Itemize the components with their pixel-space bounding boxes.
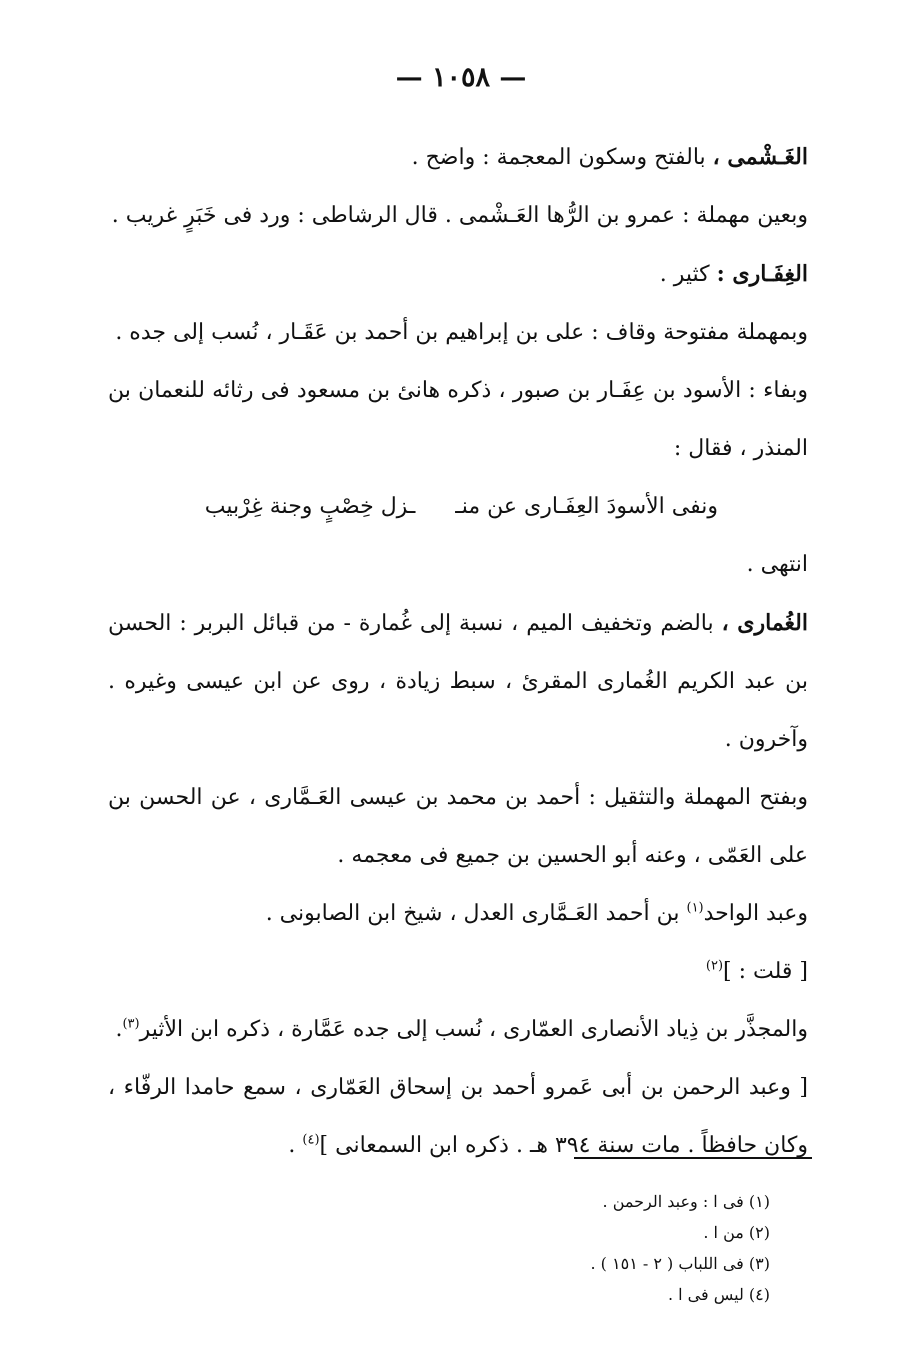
footnote-item: (٢) من ا . bbox=[703, 1223, 770, 1242]
entry-text: والمجذَّر بن ذِياد الأنصارى العمّارى ، نُسب إلى جده عَمَّارة ، ذكره ابن الأثير bbox=[139, 1017, 808, 1042]
poem-verse bbox=[108, 478, 808, 536]
footnote-item: (١) فى ا : وعبد الرحمن . bbox=[602, 1192, 770, 1211]
entry-text: وبفتح المهملة والتثقيل : أحمد بن محمد بن عيسى العَـمَّارى ، عن الحسن بن على العَمّى ، وعنه أبو الحسين بن جميع فى معجمه . bbox=[108, 785, 808, 868]
entry-paragraph bbox=[108, 128, 808, 187]
entry-paragraph bbox=[108, 362, 808, 478]
entry-text: بالضم وتخفيف الميم ، نسبة إلى غُمارة - من قبائل البربر : الحسن بن عبد الكريم الغُمارى المقرئ ، سبط زيادة ، روى عن ابن عيسى وغيره . وآخرون . bbox=[108, 611, 808, 752]
entry-paragraph bbox=[108, 245, 808, 304]
entry-text: وبفاء : الأسود بن عِفَـار بن صبور ، ذكره هانئ بن مسعود فى رثائه للنعمان بن المنذر ، فقال : bbox=[108, 378, 808, 461]
entry-heading: الغُمارى ، bbox=[721, 610, 808, 636]
bracket-line bbox=[108, 943, 808, 1001]
entry-text: كثير . bbox=[659, 262, 717, 287]
entry-text: وعبد الواحد bbox=[703, 901, 808, 926]
footnote-marker: (٣) bbox=[122, 1016, 140, 1032]
entry-text: [ وعبد الرحمن بن أبى عَمرو أحمد بن إسحاق العَمّارى ، سمع حامدا الرفّاء ، وكان حافظاً . مات سنة ٣٩٤ هـ . ذكره ابن السمعانى ] bbox=[108, 1075, 808, 1158]
entry-paragraph bbox=[108, 769, 808, 885]
entry-text: بالفتح وسكون المعجمة : واضح . bbox=[411, 145, 713, 170]
entry-text: وبمهملة مفتوحة وقاف : على بن إبراهيم بن أحمد بن عَقَـار ، نُسب إلى جده . bbox=[115, 320, 808, 345]
main-text bbox=[108, 128, 808, 1175]
entry-heading: الغِفَـارى : bbox=[716, 261, 808, 287]
footnote-divider bbox=[574, 1157, 812, 1159]
entry-paragraph bbox=[108, 885, 808, 943]
footnote-marker: (١) bbox=[686, 900, 704, 916]
bracket-text: [ قلت : ] bbox=[723, 959, 808, 984]
entry-paragraph bbox=[108, 304, 808, 362]
footnote-item: (٤) ليس فى ا . bbox=[667, 1285, 770, 1304]
footnote-marker: (٢) bbox=[705, 958, 724, 974]
entry-heading: الغَـشْمى ، bbox=[712, 144, 808, 170]
entry-text: وبعين مهملة : عمرو بن الرُّها العَـشْمى . قال الرشاطى : ورد فى خَبَرٍ غريب . bbox=[111, 203, 808, 228]
poem-second-hemistich: ـزل خِصْبٍ وجنة غِرْبيب bbox=[204, 494, 416, 519]
entry-text: . bbox=[288, 1133, 303, 1158]
entry-paragraph bbox=[108, 594, 808, 769]
entry-text: بن أحمد العَـمَّارى العدل ، شيخ ابن الصابونى . bbox=[265, 901, 687, 926]
entry-text: . bbox=[115, 1017, 123, 1042]
entry-paragraph bbox=[108, 187, 808, 245]
footnotes bbox=[450, 1186, 770, 1310]
entry-paragraph bbox=[108, 1001, 808, 1059]
page-number: — ١٠٥٨ — bbox=[395, 62, 527, 93]
footnote-item: (٣) فى اللباب ( ٢ - ١٥١ ) . bbox=[590, 1254, 770, 1273]
poem-end-note: انتهى . bbox=[746, 552, 808, 577]
footnote-marker: (٤) bbox=[302, 1132, 320, 1148]
poem-first-hemistich: ونفى الأسودَ العِفَـارى عن منـ bbox=[455, 494, 718, 519]
